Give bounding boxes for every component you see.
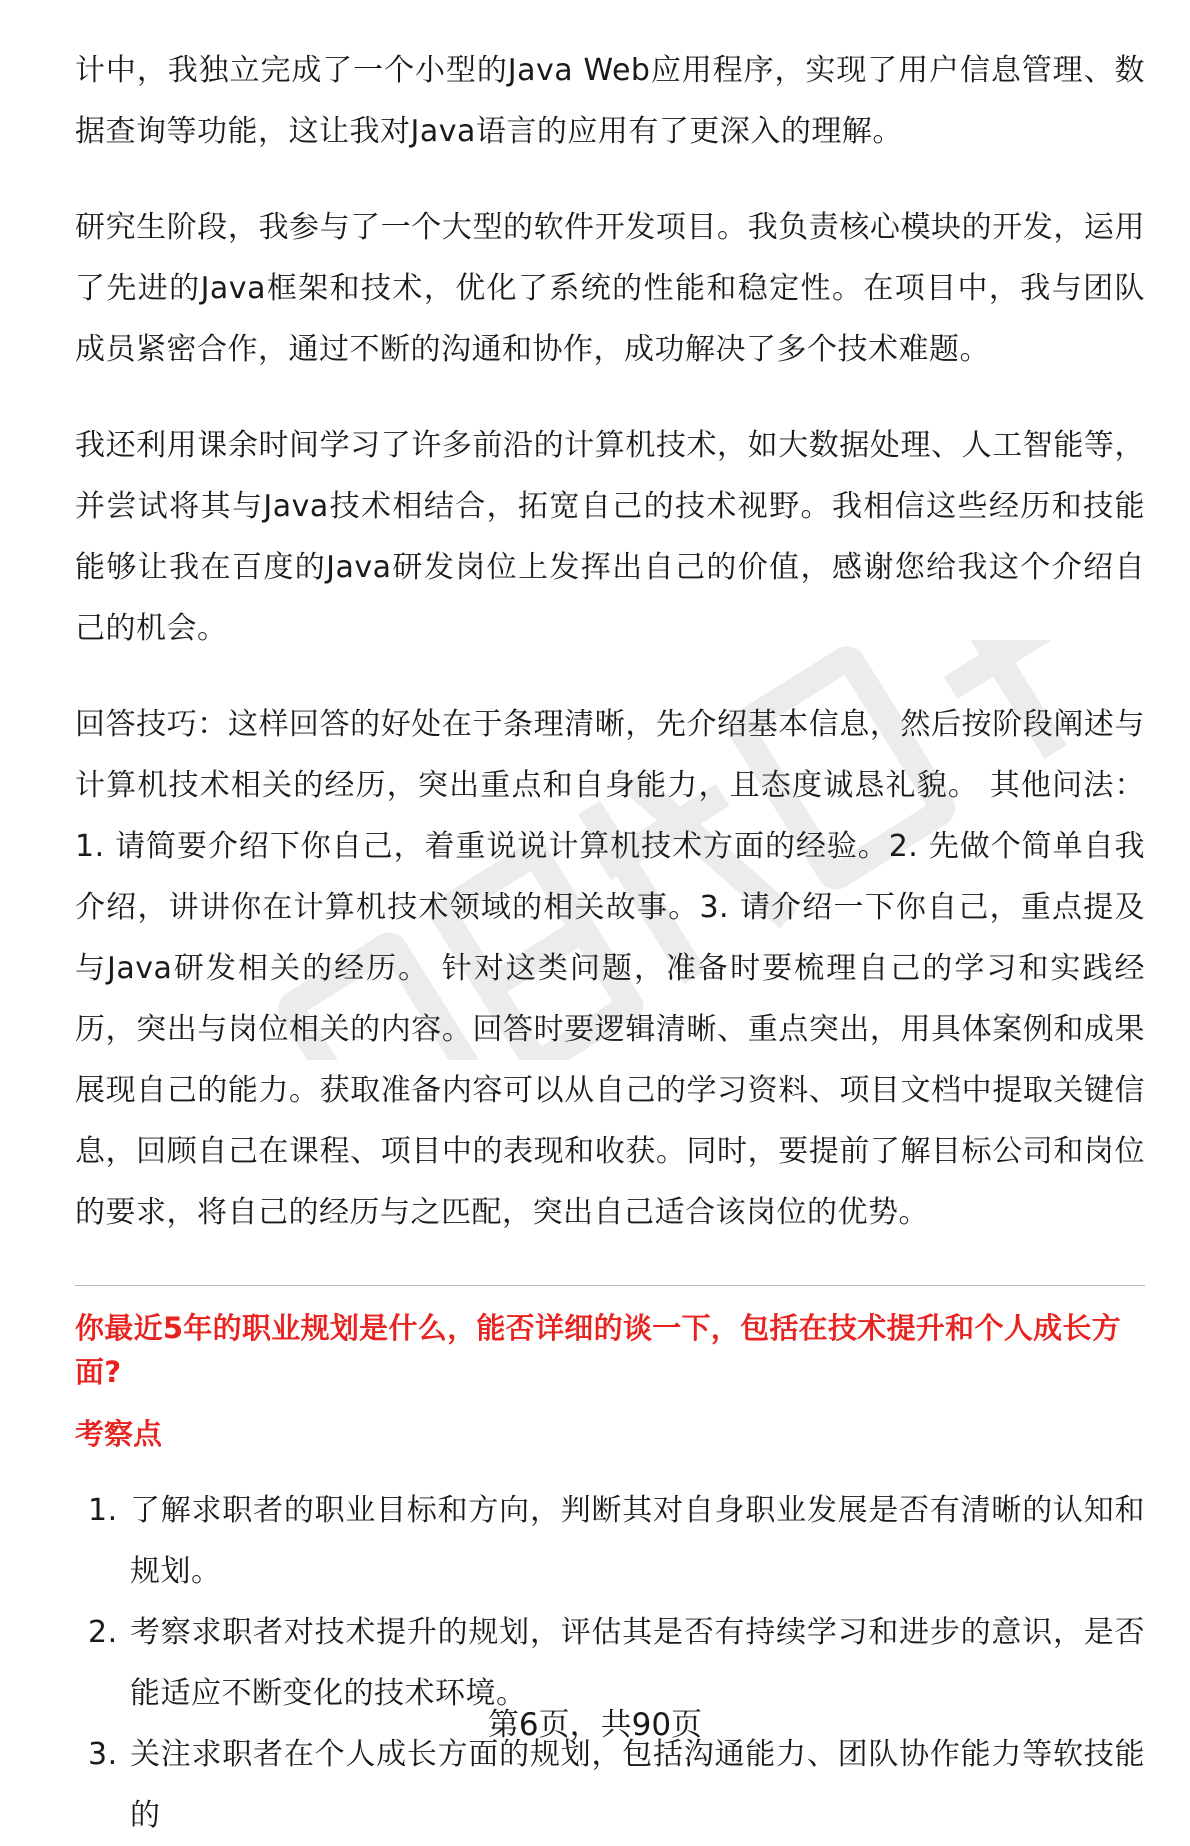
assessment-points-list [75, 1480, 1145, 1846]
list-item-text: 关注求职者在个人成长方面的规划，包括沟通能力、团队协作能力等软技能的 [130, 1737, 1145, 1833]
list-item-number: 3. [88, 1737, 118, 1772]
list-item-number: 2. [88, 1615, 118, 1650]
content-area [75, 40, 1145, 1846]
section-divider [75, 1285, 1145, 1286]
list-item-text: 了解求职者的职业目标和方向，判断其对自身职业发展是否有清晰的认知和规划。 [130, 1493, 1145, 1589]
assessment-points-heading: 考察点 [75, 1417, 163, 1451]
list-item-number: 1. [88, 1493, 118, 1528]
paragraph-intro-continued: 计中，我独立完成了一个小型的Java Web应用程序，实现了用户信息管理、数据查询等功能，这让我对Java语言的应用有了更深入的理解。 [75, 53, 1145, 149]
paragraph-graduate-stage: 研究生阶段，我参与了一个大型的软件开发项目。我负责核心模块的开发，运用了先进的Java框架和技术，优化了系统的性能和稳定性。在项目中，我与团队成员紧密合作，通过不断的沟通和协作，成功解决了多个技术难题。 [75, 210, 1145, 367]
paragraph-extra-learning: 我还利用课余时间学习了许多前沿的计算机技术，如大数据处理、人工智能等，并尝试将其与Java技术相结合，拓宽自己的技术视野。我相信这些经历和技能能够让我在百度的Java研发岗位上发挥出自己的价值，感谢您给我这个介绍自己的机会。 [75, 428, 1145, 646]
list-item-text: 考察求职者对技术提升的规划，评估其是否有持续学习和进步的意识，是否能适应不断变化的技术环境。 [130, 1615, 1145, 1711]
page-number-footer: 第6页，共90页 [487, 1707, 703, 1743]
question-heading: 你最近5年的职业规划是什么，能否详细的谈一下，包括在技术提升和个人成长方面? [75, 1311, 1121, 1389]
paragraph-answer-tips: 回答技巧：这样回答的好处在于条理清晰，先介绍基本信息，然后按阶段阐述与计算机技术相关的经历，突出重点和自身能力，且态度诚恳礼貌。 其他问法：1. 请简要介绍下你自己，着重说说计算机技术方面的经验。2. 先做个简单自我介绍，讲讲你在计算机技术领域的相关故事。3. 请介绍一下你自己，重点提及与Java研发相关的经历。 针对这类问题，准备时要梳理自己的学习和实践经历，突出与岗位相关的内容。回答时要逻辑清晰、重点突出，用具体案例和成果展现自己的能力。获取准备内容可以从自己的学习资料、项目文档中提取关键信息，回顾自己在课程、项目中的表现和收获。同时，要提前了解目标公司和岗位的要求，将自己的经历与之匹配，突出自己适合该岗位的优势。 [75, 707, 1145, 1230]
list-item [75, 1480, 1145, 1602]
